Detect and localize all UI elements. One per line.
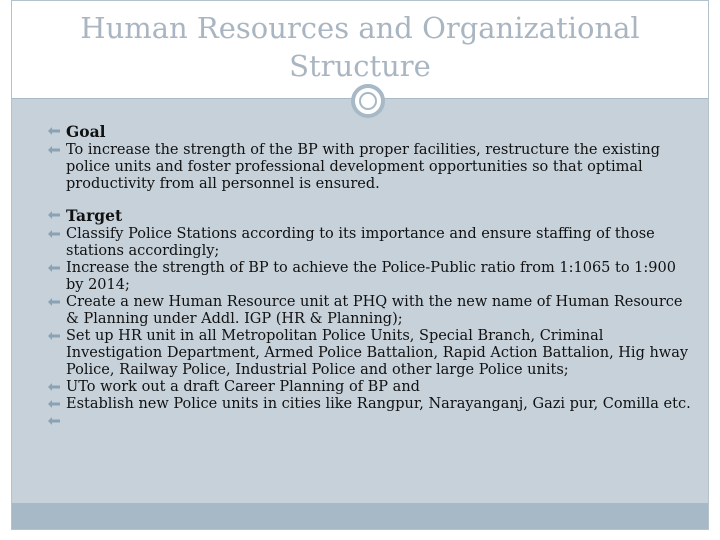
bullet-icon bbox=[48, 230, 60, 238]
bullet-icon bbox=[48, 383, 60, 391]
decorative-circle-icon bbox=[351, 84, 385, 118]
bullet-icon bbox=[48, 146, 60, 154]
bullet-text: Target bbox=[66, 206, 123, 225]
bullet-item bbox=[48, 328, 698, 379]
bullet-text: Classify Police Stations according to its importance and ensure staffing of those stations accordingly; bbox=[66, 226, 655, 259]
bullet-item bbox=[48, 379, 698, 396]
bullet-item bbox=[48, 123, 698, 142]
slide-title bbox=[12, 9, 708, 85]
bullet-icon bbox=[48, 298, 60, 306]
title-line-2: Structure bbox=[289, 49, 431, 83]
bullet-text: Goal bbox=[66, 122, 106, 141]
bullet-text: Establish new Police units in cities like Rangpur, Narayanganj, Gazi pur, Comilla etc. bbox=[66, 396, 691, 412]
bullet-item bbox=[48, 294, 698, 328]
bullet-list bbox=[48, 123, 698, 430]
bullet-item bbox=[48, 396, 698, 413]
bullet-item bbox=[48, 226, 698, 260]
slide-frame bbox=[11, 0, 709, 530]
bullet-icon bbox=[48, 211, 60, 219]
footer-bar bbox=[12, 503, 708, 529]
bullet-icon bbox=[48, 400, 60, 408]
bullet-icon bbox=[48, 417, 60, 425]
bullet-text: Set up HR unit in all Metropolitan Police Units, Special Branch, Criminal Investigation Department, Armed Police Battalion, Rapid Action Battalion, Hig hway Police, Railway Police, Industrial Police and other large Police units; bbox=[66, 328, 689, 378]
bullet-item bbox=[48, 142, 698, 193]
bullet-icon bbox=[48, 264, 60, 272]
title-box bbox=[12, 1, 708, 99]
bullet-text: UTo work out a draft Career Planning of BP and bbox=[66, 379, 420, 395]
title-line-1: Human Resources and Organizational bbox=[80, 11, 640, 45]
bullet-item bbox=[48, 260, 698, 294]
bullet-icon bbox=[48, 332, 60, 340]
bullet-icon bbox=[48, 127, 60, 135]
bullet-text: To increase the strength of the BP with proper facilities, restructure the existing police units and foster professional development opportunities so that optimal productivity from all personnel is ensured. bbox=[66, 142, 661, 192]
bullet-item bbox=[48, 207, 698, 226]
bullet-text: Create a new Human Resource unit at PHQ with the new name of Human Resource & Planning under Addl. IGP (HR & Planning); bbox=[66, 294, 683, 327]
bullet-item bbox=[48, 413, 698, 430]
bullet-text: Increase the strength of BP to achieve the Police-Public ratio from 1:1065 to 1:900 by 2014; bbox=[66, 260, 676, 293]
